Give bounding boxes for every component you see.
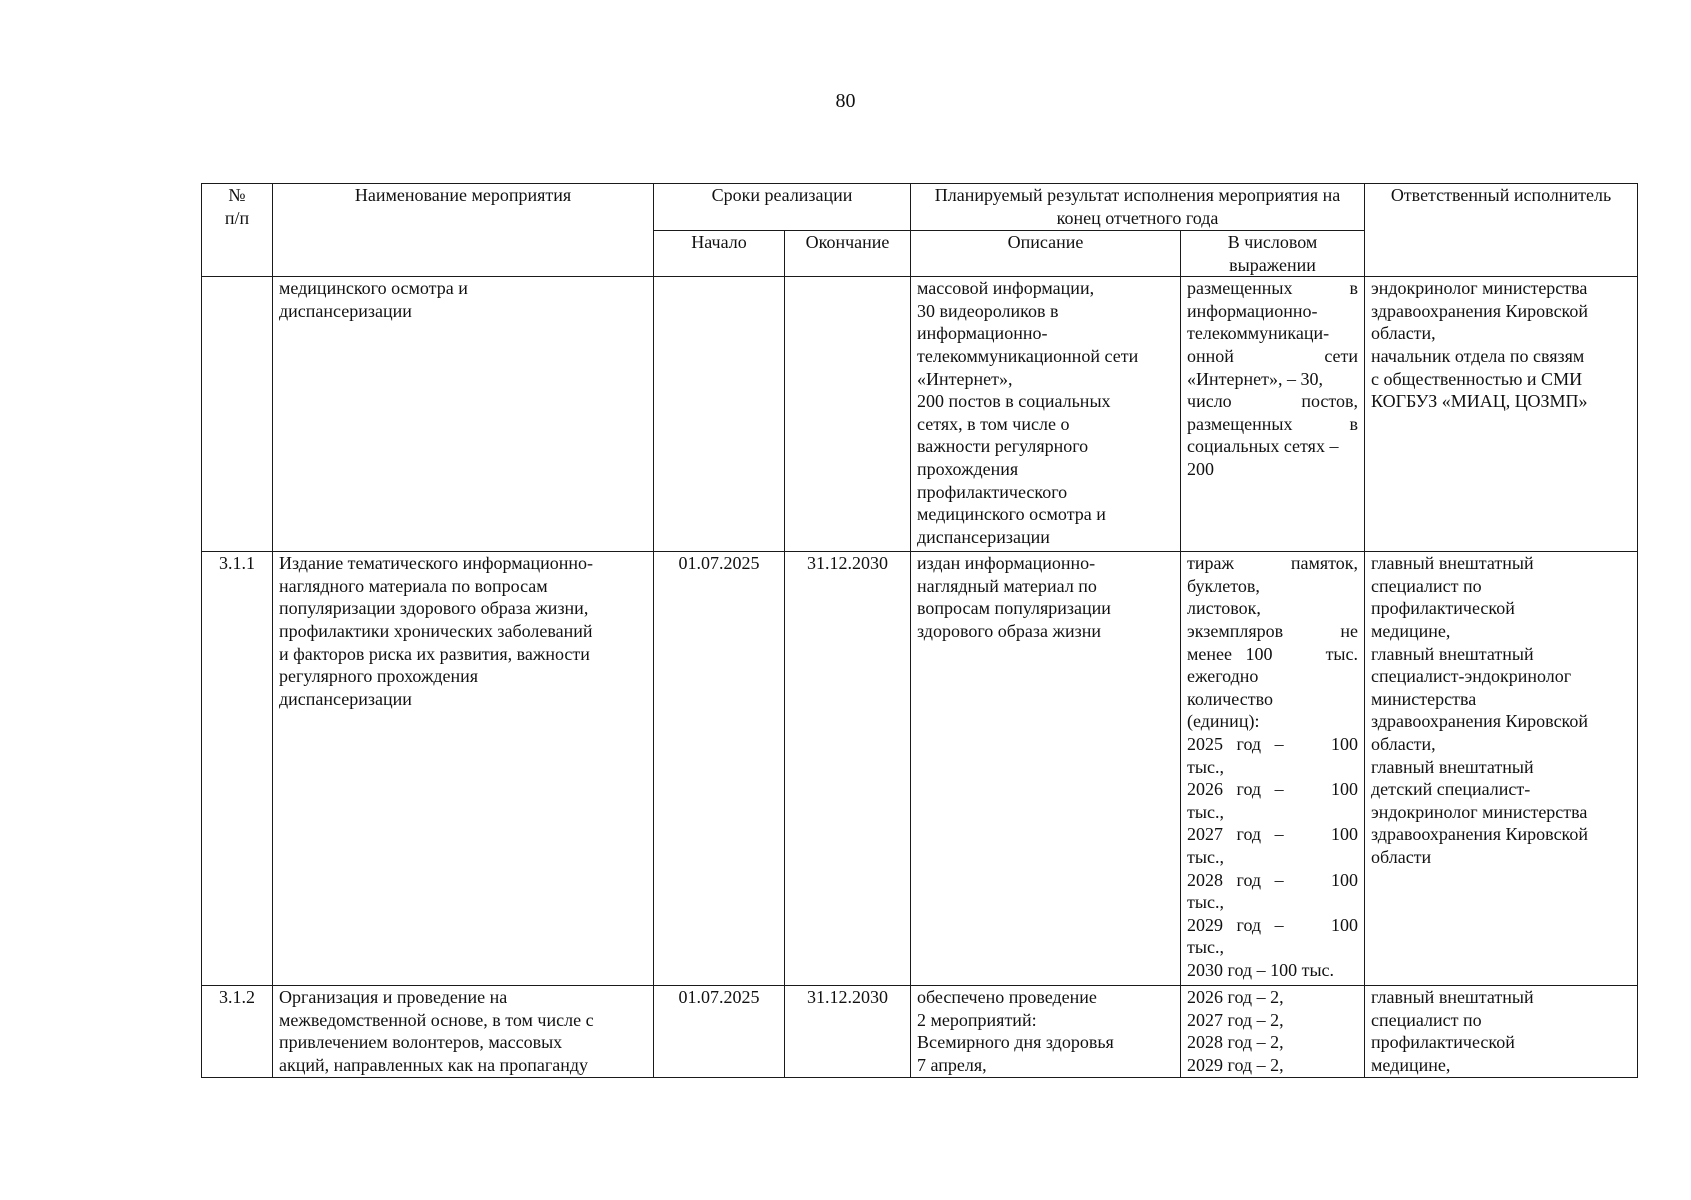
page-number: 80 bbox=[835, 90, 856, 112]
numeric-line-left: буклетов, bbox=[1187, 575, 1260, 596]
numeric-line-left: количество bbox=[1187, 688, 1273, 709]
numeric-line-right: памяток, bbox=[1290, 553, 1359, 574]
numeric-line bbox=[1187, 643, 1358, 666]
numeric-line bbox=[1187, 733, 1358, 756]
numeric-line bbox=[1187, 914, 1358, 937]
numeric-line-right: 100 bbox=[1331, 914, 1359, 935]
row-responsible: главный внештатный специалист по профилактической медицине, bbox=[1365, 986, 1638, 1078]
numeric-line-left: ежегодно bbox=[1187, 666, 1259, 687]
numeric-line-left: 200 bbox=[1187, 458, 1215, 479]
numeric-line bbox=[1187, 756, 1358, 779]
numeric-line bbox=[1187, 801, 1358, 824]
numeric-line bbox=[1187, 1031, 1358, 1054]
numeric-line-left: размещенных bbox=[1187, 278, 1293, 299]
numeric-line-left: тыс., bbox=[1187, 892, 1224, 913]
row-name: медицинского осмотра и диспансеризации bbox=[273, 277, 654, 552]
numeric-line-right: 100 bbox=[1331, 779, 1359, 800]
numeric-line bbox=[1187, 959, 1358, 982]
numeric-line bbox=[1187, 575, 1358, 598]
numeric-line-right: тыс. bbox=[1325, 643, 1359, 664]
numeric-line-left: листовок, bbox=[1187, 598, 1261, 619]
header-start: Начало bbox=[654, 231, 785, 277]
numeric-line-left: онной bbox=[1187, 345, 1234, 366]
row-responsible: главный внештатный специалист по профилактической медицине, главный внештатный специалист-эндокринолог министерства здравоохранения Кировской области, главный внештатный детский специалист- эндокринолог министерства здравоохранения Кировской области bbox=[1365, 552, 1638, 986]
numeric-line-left: телекоммуникаци- bbox=[1187, 323, 1330, 344]
numeric-line bbox=[1187, 986, 1358, 1009]
table-row bbox=[202, 277, 1638, 552]
numeric-line-left: 2029 год – 2, bbox=[1187, 1054, 1284, 1075]
numeric-line-right: в bbox=[1349, 278, 1359, 299]
numeric-line-left: 2027 год – 2, bbox=[1187, 1009, 1284, 1030]
numeric-line-right: не bbox=[1340, 620, 1359, 641]
row-start bbox=[654, 277, 785, 552]
row-num: 3.1.2 bbox=[202, 986, 273, 1078]
row-start: 01.07.2025 bbox=[654, 552, 785, 986]
numeric-line-right: 100 bbox=[1331, 869, 1359, 890]
numeric-line bbox=[1187, 322, 1358, 345]
numeric-line-left: 2027 год – bbox=[1187, 824, 1284, 845]
numeric-line bbox=[1187, 688, 1358, 711]
header-name: Наименование мероприятия bbox=[273, 184, 654, 277]
numeric-line-left: менее 100 bbox=[1187, 643, 1273, 664]
numeric-line bbox=[1187, 823, 1358, 846]
numeric-line bbox=[1187, 846, 1358, 869]
row-numeric bbox=[1181, 552, 1365, 986]
header-end: Окончание bbox=[785, 231, 911, 277]
numeric-line bbox=[1187, 710, 1358, 733]
numeric-line-right: постов, bbox=[1301, 391, 1359, 412]
numeric-line bbox=[1187, 620, 1358, 643]
row-description: массовой информации, 30 видеороликов в информационно- телекоммуникационной сети «Интернет», 200 постов в социальных сетях, в том числе о важности регулярного прохождения профилактического медицинского осмотра и диспансеризации bbox=[911, 277, 1181, 552]
row-description: издан информационно- наглядный материал по вопросам популяризации здорового образа жизни bbox=[911, 552, 1181, 986]
numeric-line-left: 2028 год – 2, bbox=[1187, 1032, 1284, 1053]
row-numeric bbox=[1181, 277, 1365, 552]
numeric-line bbox=[1187, 368, 1358, 391]
numeric-line-left: «Интернет», – 30, bbox=[1187, 368, 1323, 389]
header-dates: Сроки реализации bbox=[654, 184, 911, 231]
row-end: 31.12.2030 bbox=[785, 986, 911, 1078]
row-description: обеспечено проведение 2 мероприятий: Всемирного дня здоровья 7 апреля, bbox=[911, 986, 1181, 1078]
numeric-line-right: 100 bbox=[1331, 733, 1359, 754]
row-start: 01.07.2025 bbox=[654, 986, 785, 1078]
header-description: Описание bbox=[911, 231, 1181, 277]
numeric-line-right: 100 bbox=[1331, 824, 1359, 845]
numeric-line-left: 2029 год – bbox=[1187, 914, 1284, 935]
numeric-line bbox=[1187, 936, 1358, 959]
row-responsible: эндокринолог министерства здравоохранения Кировской области, начальник отдела по связям с общественностью и СМИ КОГБУЗ «МИАЦ, ЦОЗМП» bbox=[1365, 277, 1638, 552]
numeric-line bbox=[1187, 413, 1358, 436]
numeric-line bbox=[1187, 869, 1358, 892]
numeric-line-left: тыс., bbox=[1187, 846, 1224, 867]
numeric-line bbox=[1187, 891, 1358, 914]
numeric-line bbox=[1187, 458, 1358, 481]
numeric-line bbox=[1187, 277, 1358, 300]
row-numeric bbox=[1181, 986, 1365, 1078]
numeric-line-left: информационно- bbox=[1187, 300, 1318, 321]
numeric-line-right: в bbox=[1349, 413, 1359, 434]
numeric-line bbox=[1187, 345, 1358, 368]
numeric-line bbox=[1187, 1054, 1358, 1077]
row-name: Издание тематического информационно- наглядного материала по вопросам популяризации здорового образа жизни, профилактики хронических заболеваний и факторов риска их развития, важности регулярного прохождения диспансеризации bbox=[273, 552, 654, 986]
numeric-line-left: число bbox=[1187, 391, 1232, 412]
numeric-line-left: 2030 год – 100 тыс. bbox=[1187, 959, 1335, 980]
numeric-line-left: тыс., bbox=[1187, 756, 1224, 777]
numeric-line bbox=[1187, 597, 1358, 620]
row-num: 3.1.1 bbox=[202, 552, 273, 986]
numeric-line-left: экземпляров bbox=[1187, 620, 1284, 641]
numeric-line-left: тираж bbox=[1187, 553, 1234, 574]
numeric-line-left: 2026 год – 2, bbox=[1187, 987, 1284, 1008]
numeric-line-right: сети bbox=[1324, 345, 1359, 366]
numeric-line bbox=[1187, 435, 1358, 458]
table-row bbox=[202, 986, 1638, 1078]
numeric-line bbox=[1187, 300, 1358, 323]
numeric-line bbox=[1187, 390, 1358, 413]
header-numeric: В числовом выражении bbox=[1181, 231, 1365, 277]
numeric-line-left: (единиц): bbox=[1187, 711, 1260, 732]
row-end bbox=[785, 277, 911, 552]
numeric-line-left: 2026 год – bbox=[1187, 779, 1284, 800]
table-row bbox=[202, 552, 1638, 986]
row-num bbox=[202, 277, 273, 552]
numeric-line-left: тыс., bbox=[1187, 937, 1224, 958]
numeric-line-left: размещенных bbox=[1187, 413, 1293, 434]
numeric-line-left: тыс., bbox=[1187, 801, 1224, 822]
numeric-line bbox=[1187, 778, 1358, 801]
numeric-line-left: социальных сетях – bbox=[1187, 436, 1339, 457]
numeric-line bbox=[1187, 552, 1358, 575]
header-result: Планируемый результат исполнения мероприятия на конец отчетного года bbox=[911, 184, 1365, 231]
numeric-line bbox=[1187, 1009, 1358, 1032]
numeric-line-left: 2025 год – bbox=[1187, 733, 1284, 754]
header-responsible: Ответственный исполнитель bbox=[1365, 184, 1638, 277]
activities-table bbox=[201, 183, 1638, 1078]
row-end: 31.12.2030 bbox=[785, 552, 911, 986]
row-name: Организация и проведение на межведомственной основе, в том числе с привлечением волонтеров, массовых акций, направленных как на пропаганду bbox=[273, 986, 654, 1078]
numeric-line bbox=[1187, 665, 1358, 688]
numeric-line-left: 2028 год – bbox=[1187, 869, 1284, 890]
header-num: № п/п bbox=[202, 184, 273, 277]
